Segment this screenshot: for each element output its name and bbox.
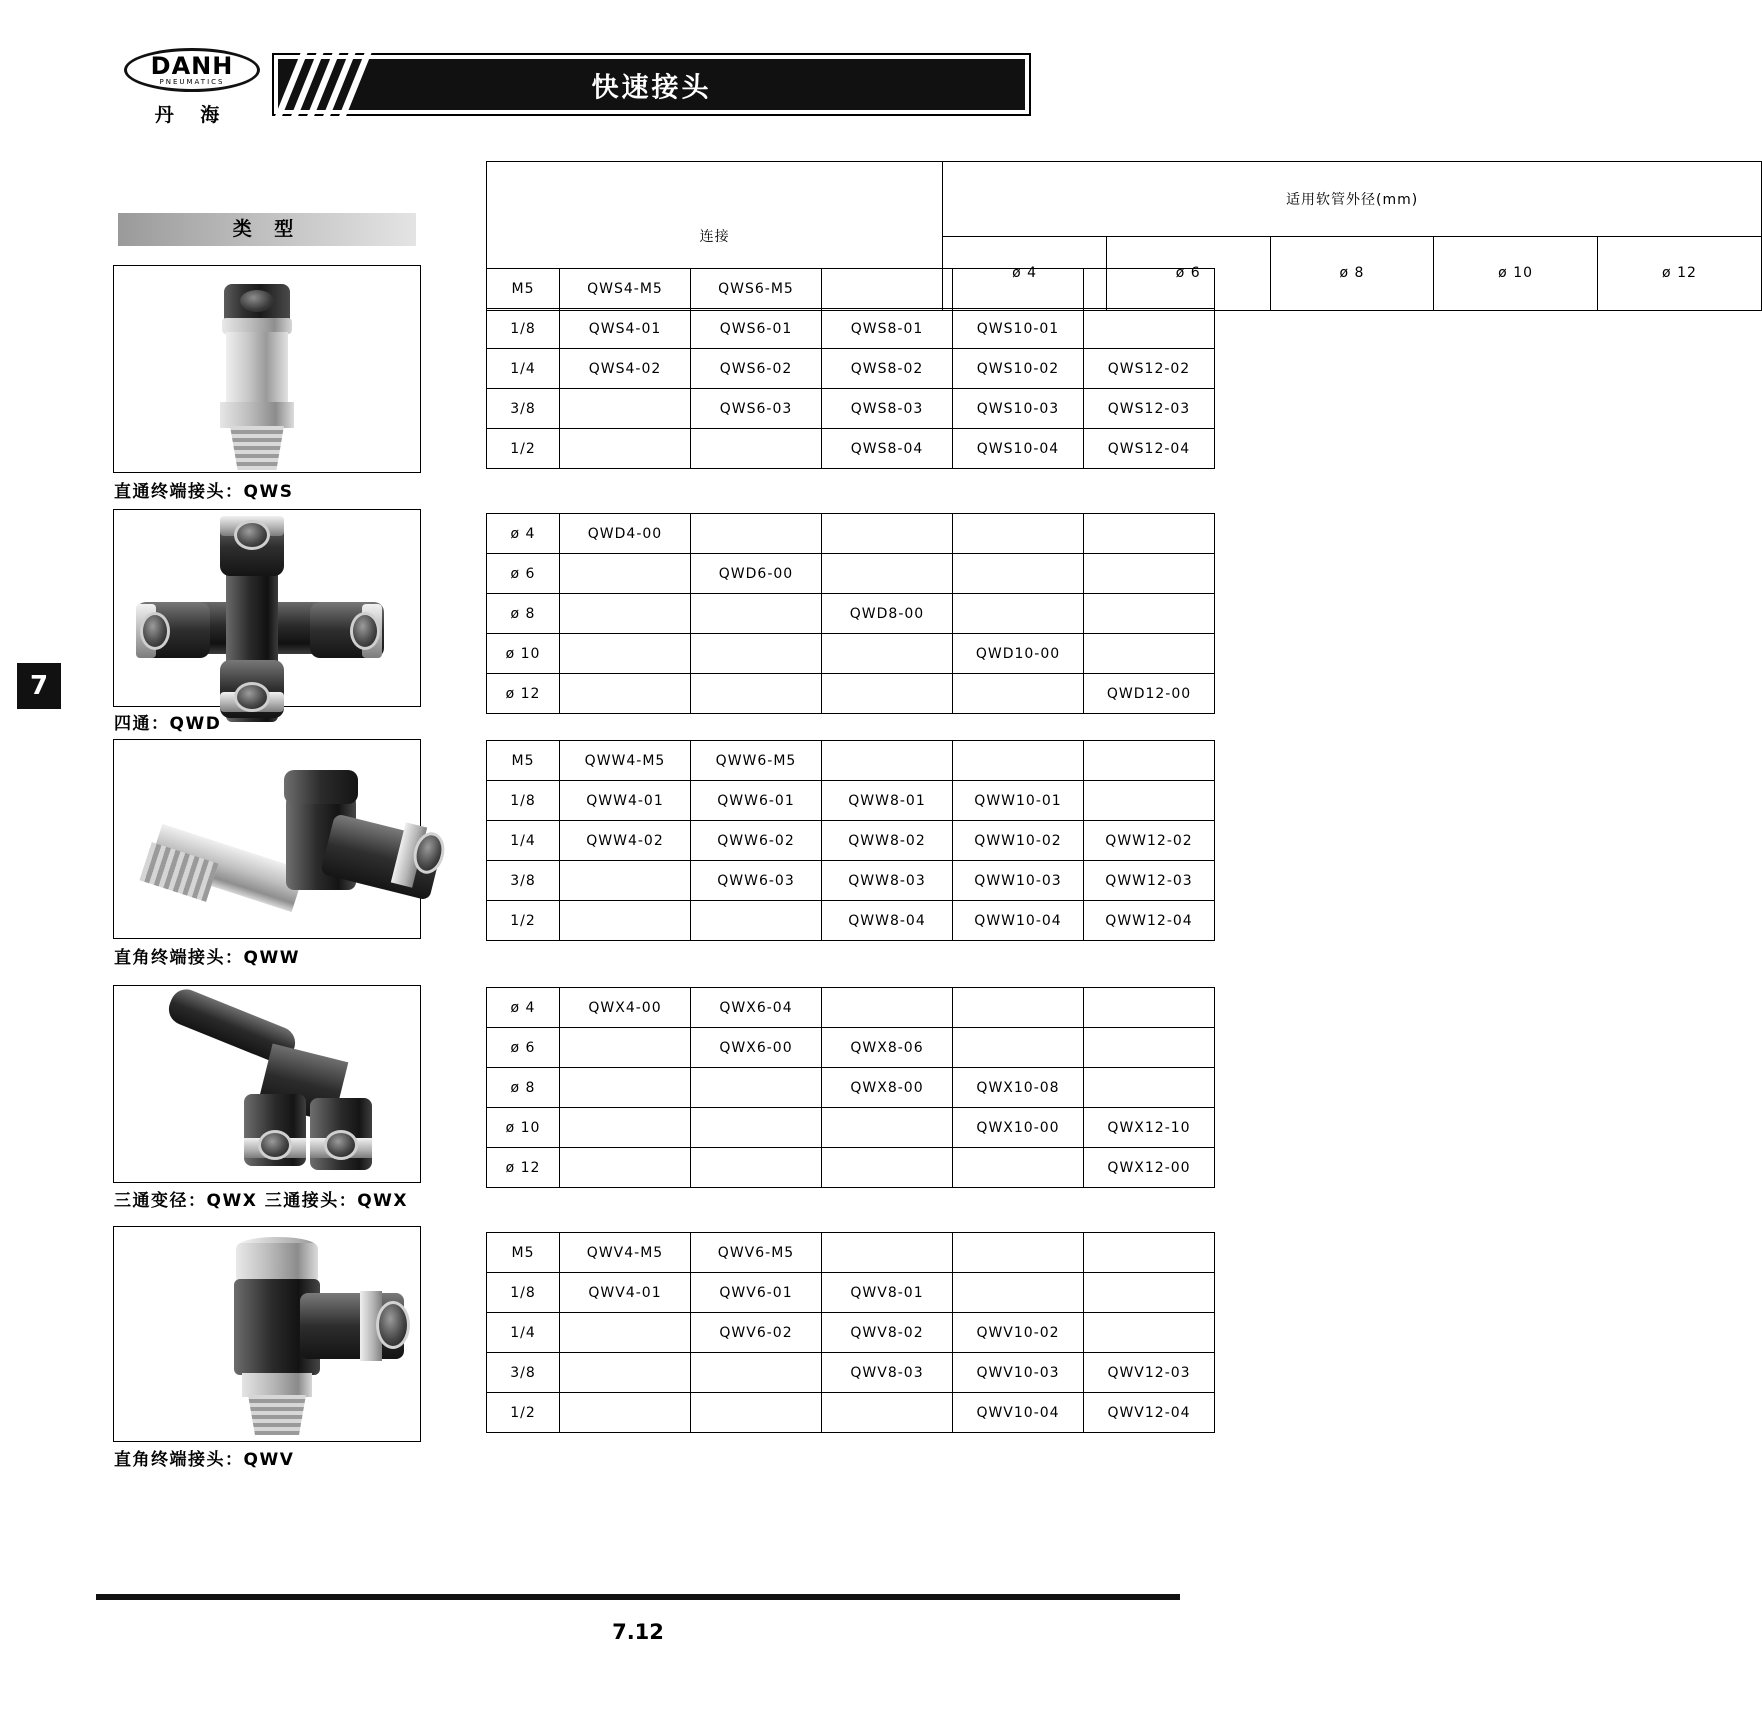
cell-model — [560, 1353, 691, 1393]
cell-model: QWW6-02 — [691, 821, 822, 861]
cell-connection: ø 12 — [487, 674, 560, 714]
cell-connection: ø 6 — [487, 554, 560, 594]
cell-model: QWX6-00 — [691, 1028, 822, 1068]
cell-model — [1084, 1313, 1215, 1353]
cell-model: QWV4-M5 — [560, 1233, 691, 1273]
page-title-frame — [272, 53, 1031, 116]
cell-connection: ø 4 — [487, 514, 560, 554]
company-logo — [118, 48, 266, 136]
cell-model — [822, 1148, 953, 1188]
cell-connection: 1/4 — [487, 349, 560, 389]
header-connection-label: 连接 — [487, 162, 943, 311]
fitting-cap-icon — [236, 1243, 318, 1283]
cell-model: QWS8-04 — [822, 429, 953, 469]
cell-model: QWS4-02 — [560, 349, 691, 389]
footer-divider — [96, 1594, 1180, 1600]
cell-model — [691, 1068, 822, 1108]
cell-model — [560, 674, 691, 714]
cell-model — [1084, 269, 1215, 309]
cell-model: QWX4-00 — [560, 988, 691, 1028]
cell-model — [560, 429, 691, 469]
cell-model — [1084, 554, 1215, 594]
cell-model: QWD12-00 — [1084, 674, 1215, 714]
table-row — [487, 389, 1215, 429]
table-row — [487, 269, 1215, 309]
cell-model: QWV8-02 — [822, 1313, 953, 1353]
cell-model — [1084, 988, 1215, 1028]
cell-model — [560, 389, 691, 429]
product-caption-qww: 直角终端接头：QWW — [114, 948, 300, 968]
cell-connection: 3/8 — [487, 389, 560, 429]
cell-model: QWS10-03 — [953, 389, 1084, 429]
cell-model: QWW10-01 — [953, 781, 1084, 821]
page-title: 快速接头 — [591, 72, 712, 103]
cell-model — [1084, 1233, 1215, 1273]
cell-model — [1084, 514, 1215, 554]
cell-model: QWX12-10 — [1084, 1108, 1215, 1148]
cell-model: QWW10-02 — [953, 821, 1084, 861]
table-row — [487, 554, 1215, 594]
fitting-thread-icon — [248, 1395, 306, 1435]
cell-model: QWX6-04 — [691, 988, 822, 1028]
cell-model: QWV8-01 — [822, 1273, 953, 1313]
cell-connection: ø 8 — [487, 1068, 560, 1108]
table-row — [487, 349, 1215, 389]
cell-model — [822, 554, 953, 594]
logo-subtitle-text: PNEUMATICS — [159, 78, 225, 86]
cell-model: QWS12-02 — [1084, 349, 1215, 389]
cell-model — [691, 1353, 822, 1393]
cell-model: QWS10-01 — [953, 309, 1084, 349]
cell-model — [560, 1148, 691, 1188]
spec-table-qww — [486, 740, 1215, 941]
cell-model — [691, 674, 822, 714]
cell-connection: 1/2 — [487, 429, 560, 469]
product-image-qws — [113, 265, 421, 473]
cell-model: QWW6-01 — [691, 781, 822, 821]
header-size-6: ø 6 — [1106, 236, 1270, 311]
cell-model: QWS12-04 — [1084, 429, 1215, 469]
table-row — [487, 1148, 1215, 1188]
cell-model: QWS6-M5 — [691, 269, 822, 309]
header-size-8: ø 8 — [1270, 236, 1434, 311]
cell-connection: 1/4 — [487, 821, 560, 861]
fitting-hex-icon — [242, 1373, 312, 1397]
cell-model — [1084, 781, 1215, 821]
product-caption-qwd: 四通：QWD — [114, 714, 222, 734]
cell-model: QWW6-M5 — [691, 741, 822, 781]
cell-model — [953, 1233, 1084, 1273]
cell-connection: ø 4 — [487, 988, 560, 1028]
logo-brand-text: DANH — [150, 52, 234, 80]
cell-model: QWX8-00 — [822, 1068, 953, 1108]
cell-model — [560, 1393, 691, 1433]
cell-model: QWV12-03 — [1084, 1353, 1215, 1393]
cell-model: QWS6-02 — [691, 349, 822, 389]
fitting-bore-icon — [376, 1301, 410, 1349]
cell-model: QWX12-00 — [1084, 1148, 1215, 1188]
fitting-hex-icon — [220, 402, 294, 428]
cell-model — [1084, 1028, 1215, 1068]
cell-model — [1084, 1273, 1215, 1313]
page-title-bar — [278, 59, 1025, 110]
cell-model: QWW6-03 — [691, 861, 822, 901]
cell-connection: 3/8 — [487, 861, 560, 901]
table-row — [487, 514, 1215, 554]
cell-model — [953, 1148, 1084, 1188]
cell-model — [691, 594, 822, 634]
table-row — [487, 861, 1215, 901]
cell-model — [691, 1393, 822, 1433]
fitting-port-bottom-icon — [234, 682, 270, 712]
cell-model: QWV6-02 — [691, 1313, 822, 1353]
table-row — [487, 634, 1215, 674]
cell-model — [560, 634, 691, 674]
cell-connection: ø 10 — [487, 634, 560, 674]
fitting-thread-icon — [230, 426, 284, 470]
cell-model — [1084, 634, 1215, 674]
cell-model — [560, 594, 691, 634]
table-row — [487, 1313, 1215, 1353]
cell-connection: 1/8 — [487, 1273, 560, 1313]
cell-model — [1084, 1068, 1215, 1108]
cell-connection: M5 — [487, 269, 560, 309]
cell-model: QWW10-04 — [953, 901, 1084, 941]
cell-connection: ø 8 — [487, 594, 560, 634]
table-row — [487, 674, 1215, 714]
cell-model — [953, 269, 1084, 309]
cell-model: QWW12-04 — [1084, 901, 1215, 941]
fitting-port-right-icon — [324, 1130, 358, 1160]
cell-model — [822, 634, 953, 674]
cell-model: QWV6-01 — [691, 1273, 822, 1313]
cell-model — [691, 901, 822, 941]
cell-connection: 1/2 — [487, 901, 560, 941]
fitting-port-right-icon — [350, 612, 380, 650]
cell-model — [691, 634, 822, 674]
cell-model: QWW8-01 — [822, 781, 953, 821]
cell-model: QWD10-00 — [953, 634, 1084, 674]
page-number: 7.12 — [612, 1620, 664, 1644]
cell-model — [691, 514, 822, 554]
cell-model: QWS4-M5 — [560, 269, 691, 309]
table-row — [487, 1233, 1215, 1273]
cell-model — [691, 429, 822, 469]
table-row — [487, 781, 1215, 821]
table-row — [487, 594, 1215, 634]
fitting-bore-icon — [240, 290, 274, 312]
table-row — [487, 1028, 1215, 1068]
cell-model: QWW8-02 — [822, 821, 953, 861]
cell-connection: 1/4 — [487, 1313, 560, 1353]
cell-connection: ø 6 — [487, 1028, 560, 1068]
cell-model: QWW8-04 — [822, 901, 953, 941]
cell-model: QWD8-00 — [822, 594, 953, 634]
table-row — [487, 901, 1215, 941]
cell-connection: ø 12 — [487, 1148, 560, 1188]
header-size-10: ø 10 — [1434, 236, 1598, 311]
cell-connection: ø 10 — [487, 1108, 560, 1148]
cell-connection: M5 — [487, 1233, 560, 1273]
cell-model — [953, 594, 1084, 634]
cell-model — [953, 1028, 1084, 1068]
cell-model — [822, 674, 953, 714]
cell-model: QWV4-01 — [560, 1273, 691, 1313]
table-row — [487, 821, 1215, 861]
cell-model — [1084, 741, 1215, 781]
table-row — [487, 1273, 1215, 1313]
cell-model: QWW4-01 — [560, 781, 691, 821]
cell-model: QWX10-08 — [953, 1068, 1084, 1108]
logo-chinese-name: 丹 海 — [154, 104, 230, 126]
cell-model: QWS6-03 — [691, 389, 822, 429]
spec-table-qwx — [486, 987, 1215, 1188]
cell-connection: 1/8 — [487, 309, 560, 349]
cell-model: QWS10-02 — [953, 349, 1084, 389]
cell-model — [822, 269, 953, 309]
table-row — [487, 429, 1215, 469]
header-group-label: 适用软管外径(mm) — [943, 162, 1762, 237]
cell-model — [822, 741, 953, 781]
cell-connection: 1/2 — [487, 1393, 560, 1433]
type-column-banner — [118, 213, 416, 246]
cell-model — [822, 1393, 953, 1433]
cell-model: QWW12-03 — [1084, 861, 1215, 901]
cell-model — [560, 1028, 691, 1068]
cell-model — [953, 674, 1084, 714]
cell-model: QWV10-04 — [953, 1393, 1084, 1433]
cell-model: QWS8-02 — [822, 349, 953, 389]
spec-table-qws — [486, 268, 1215, 469]
table-row — [487, 1393, 1215, 1433]
table-row — [487, 1068, 1215, 1108]
header-size-4: ø 4 — [943, 236, 1107, 311]
cell-model: QWS10-04 — [953, 429, 1084, 469]
cell-model: QWS4-01 — [560, 309, 691, 349]
cell-model — [953, 514, 1084, 554]
chapter-tab: 7 — [17, 663, 61, 709]
cell-model — [953, 554, 1084, 594]
cell-model — [822, 514, 953, 554]
cell-model — [1084, 594, 1215, 634]
cell-model — [560, 1108, 691, 1148]
cell-model: QWS8-03 — [822, 389, 953, 429]
logo-badge — [124, 48, 260, 92]
product-image-qwv — [113, 1226, 421, 1442]
cell-model — [822, 1233, 953, 1273]
table-row — [487, 309, 1215, 349]
product-caption-qws: 直通终端接头：QWS — [114, 482, 294, 502]
cell-model: QWV8-03 — [822, 1353, 953, 1393]
spec-table-qwv — [486, 1232, 1215, 1433]
cell-model — [953, 1273, 1084, 1313]
product-image-qwd — [113, 509, 421, 707]
cell-model — [560, 554, 691, 594]
cell-model: QWW12-02 — [1084, 821, 1215, 861]
cell-model — [953, 988, 1084, 1028]
cell-model — [1084, 309, 1215, 349]
cell-model — [691, 1108, 822, 1148]
cell-model: QWV12-04 — [1084, 1393, 1215, 1433]
fitting-port-left-icon — [140, 612, 170, 650]
cell-model: QWV10-03 — [953, 1353, 1084, 1393]
cell-model: QWD6-00 — [691, 554, 822, 594]
cell-model — [560, 861, 691, 901]
cell-connection: 1/8 — [487, 781, 560, 821]
cell-model — [953, 741, 1084, 781]
product-image-qwx — [113, 985, 421, 1183]
product-image-qww — [113, 739, 421, 939]
type-column-label: 类 型 — [232, 218, 302, 240]
fitting-port-left-icon — [258, 1130, 292, 1160]
product-caption-qwx: 三通变径：QWX 三通接头：QWX — [114, 1191, 409, 1211]
cell-model: QWW4-02 — [560, 821, 691, 861]
cell-model: QWV6-M5 — [691, 1233, 822, 1273]
cell-model — [560, 901, 691, 941]
cell-model — [822, 1108, 953, 1148]
cell-model: QWW8-03 — [822, 861, 953, 901]
cell-model: QWX10-00 — [953, 1108, 1084, 1148]
cell-model: QWD4-00 — [560, 514, 691, 554]
page-header — [0, 0, 1276, 150]
cell-connection: M5 — [487, 741, 560, 781]
spec-table-qwd — [486, 513, 1215, 714]
cell-model — [560, 1068, 691, 1108]
cell-model: QWS8-01 — [822, 309, 953, 349]
header-size-12: ø 12 — [1597, 236, 1761, 311]
cell-model: QWV10-02 — [953, 1313, 1084, 1353]
cell-model — [691, 1148, 822, 1188]
table-row — [487, 1108, 1215, 1148]
cell-model — [560, 1313, 691, 1353]
table-row — [487, 1353, 1215, 1393]
cell-model: QWW4-M5 — [560, 741, 691, 781]
cell-model: QWS6-01 — [691, 309, 822, 349]
fitting-elbow-top-icon — [284, 770, 358, 804]
table-row — [487, 741, 1215, 781]
table-row — [487, 988, 1215, 1028]
cell-model: QWX8-06 — [822, 1028, 953, 1068]
cell-model — [822, 988, 953, 1028]
cell-model: QWW10-03 — [953, 861, 1084, 901]
cell-connection: 3/8 — [487, 1353, 560, 1393]
fitting-body-icon — [226, 332, 288, 404]
fitting-port-top-icon — [234, 520, 270, 550]
cell-model: QWS12-03 — [1084, 389, 1215, 429]
product-caption-qwv: 直角终端接头：QWV — [114, 1450, 295, 1470]
